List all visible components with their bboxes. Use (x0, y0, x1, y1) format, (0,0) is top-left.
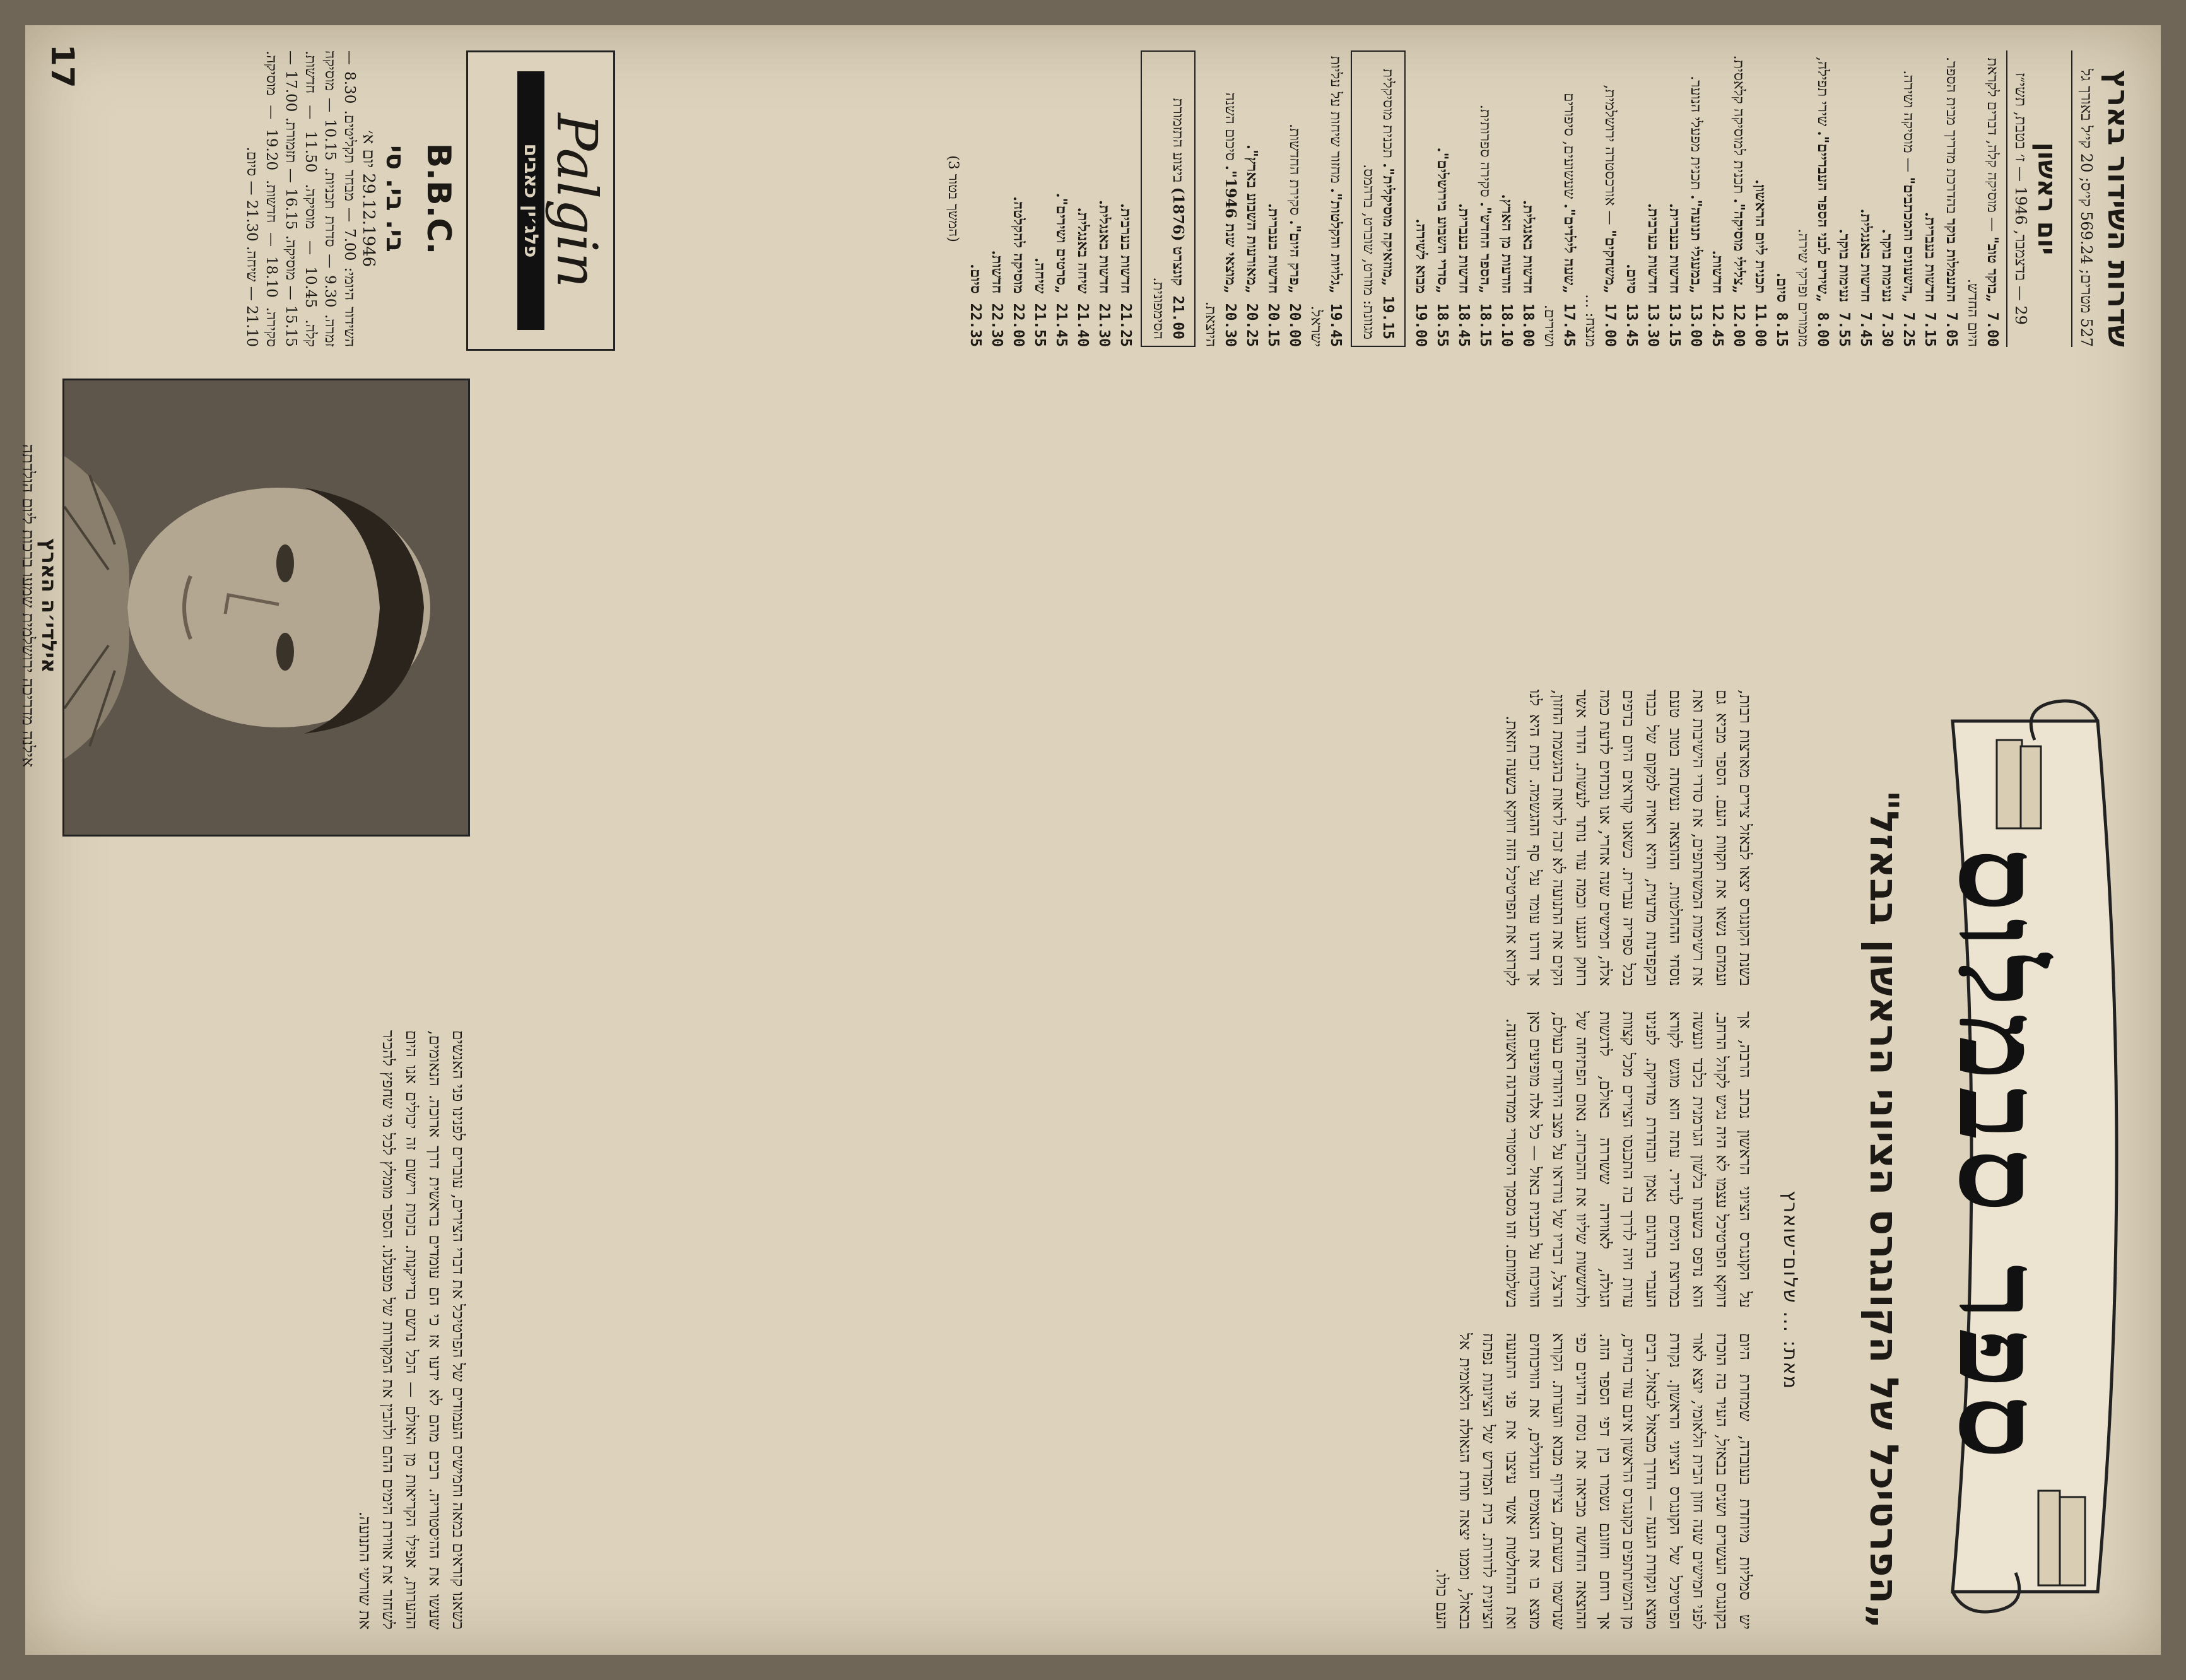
program-title: חדשות בערבית. (1117, 203, 1134, 294)
program-desc: תכנית מפעלי הנוער. (1688, 76, 1704, 191)
program-time: 18.45 (1455, 303, 1472, 347)
program-time: 21.45 (1053, 303, 1069, 347)
bbc-title: B.B.C. (420, 143, 457, 255)
program-time: 7.30 (1879, 312, 1895, 347)
program-entry (1432, 50, 1452, 347)
program-time: 22.35 (967, 303, 984, 347)
program-time: 22.30 (989, 303, 1005, 347)
program-title: סיום. (1773, 272, 1790, 303)
program-title: נעימות בוקר. (1836, 228, 1853, 303)
program-desc: מחזור שיחות על עליות ישראל. (1308, 56, 1344, 347)
program-entry (1539, 50, 1579, 347)
program-entry (965, 50, 985, 347)
program-title: התעמלות בוקר (1943, 218, 1960, 303)
program-time: 18.00 (1520, 303, 1536, 347)
program-time: 17.45 (1561, 303, 1577, 347)
program-title: „סרטים ושירים". (1053, 192, 1070, 294)
program-title: חדשות בעברית. (1922, 211, 1939, 303)
program-title: שיחה באנגלית. (1074, 207, 1091, 294)
program-entry (1793, 50, 1833, 347)
listings-day: יום ראשון (2032, 142, 2061, 256)
program-desc: סקירת החדשות. (1286, 123, 1303, 216)
article-column-1: יש סמליות מיוחדת בעובדה, שמחרת היום בקונגרס העשרים ושנים בבאזל, העיר בה הוכרז לפני חמישים שנה חזון הבית הלאומי, יוצא לאור הפרטיכל של הקונגרס הציוני הראשון. נקודת מוצא ונקודת הגעה — הדרך מבאזל לבאזל. רבים מן המשתתפים בקונגרס הראשון אינם עוד בחיים, אך רוחם וחזונם נשמרו בין דפי הספר הזה. ההוצאה החדשה מביאה את נוסח הדיונים כפי שנרשמו בשעתם, בצירוף מבוא והערות. הקורא מוצא בו את הנאומים הגדולים, את הוויכוחים ואת ההחלטות אשר עיצבו את פני התנועה הציונית לדורות. בית המדרש של הציונות נפתח בבאזל, וממנו יצאה תורת הגאולה הלאומית אל העם כולו. (1433, 1333, 1754, 1630)
program-time: 8.00 (1814, 312, 1831, 347)
program-list (1411, 50, 2002, 347)
program-title: „במעגלי תנועה". (1688, 194, 1705, 294)
program-entry (1115, 50, 1136, 347)
program-entry (1686, 50, 1706, 347)
program-entry (1772, 50, 1792, 347)
bbc-listings (242, 50, 457, 347)
program-time: 7.05 (1943, 312, 1960, 347)
newspaper-page (18, 25, 2161, 1655)
program-entry (1242, 50, 1262, 347)
program-title: חדשות באנגלית. (1857, 208, 1874, 303)
program-time: 21.25 (1117, 303, 1134, 347)
featured-program-box (1141, 50, 1196, 347)
program-title: „צלילי מוסיקה". (1731, 198, 1748, 294)
page-number: 17 (44, 44, 81, 88)
program-time: 21.40 (1074, 303, 1091, 347)
program-title: סיום. (967, 264, 984, 294)
program-time: 18.55 (1434, 303, 1450, 347)
program-list (1201, 50, 1346, 347)
program-time: 13.15 (1666, 303, 1683, 347)
program-time: 21.00 (1170, 295, 1186, 339)
program-time: 7.55 (1836, 312, 1852, 347)
palgin-tagline: פלג׳ין כאבים (517, 71, 544, 330)
featured-program-box (1351, 50, 1406, 347)
program-list (965, 50, 1136, 347)
program-desc: שעשועים, סיפורים ושירים. (1541, 93, 1577, 347)
program-time: 19.15 (1380, 295, 1396, 339)
program-desc: ביצוע התזמורת הסימפונית. (1150, 98, 1186, 339)
program-time: 8.15 (1773, 312, 1790, 347)
program-title: „פרק היום". (1286, 220, 1303, 294)
program-entry (1411, 50, 1431, 347)
program-title: נעימות בוקר. (1879, 228, 1896, 303)
program-entry (1094, 50, 1114, 347)
program-time: 12.00 (1731, 303, 1747, 347)
program-entry (1580, 50, 1620, 347)
program-entry (1008, 50, 1028, 347)
program-time: 18.15 (1477, 303, 1493, 347)
program-desc: — מוסיקה ושירה. (1900, 70, 1917, 172)
program-time: 20.00 (1286, 303, 1303, 347)
program-time: 21.55 (1031, 303, 1048, 347)
program-time: 20.30 (1222, 303, 1238, 347)
program-title: „שירים לבני הספר העבריים". (1814, 131, 1831, 303)
program-title: סיום. (1623, 264, 1640, 294)
program-entry (1030, 50, 1050, 347)
program-time: 17.00 (1602, 303, 1618, 347)
program-time: 7.00 (1984, 312, 2001, 347)
article-title: „הפרטיכל של הקונגרס הציוני הראשון בבאזל" (1861, 790, 1907, 1630)
program-desc: סקירה ספרותית. (1477, 104, 1493, 197)
article-byline: מאת: ... שלום־שוארץ (1779, 1190, 1801, 1390)
listings-date: 29 — בדצמבר, 1946 — ז׳ בטבת, תשי״ז (2012, 73, 2030, 325)
program-entry (1643, 50, 1663, 347)
program-entry (1834, 50, 1854, 347)
program-desc: — מוסיקה קלה, דברים לקראת היום החדש. (1965, 57, 2001, 347)
program-title: „משחקים" (1602, 230, 1619, 294)
portrait-illustration (64, 380, 468, 835)
listings-frequency: 527 מטרים; 569.24 קי׳ס; 20 קי׳ל באורך גל (2077, 69, 2095, 347)
program-time: 7.15 (1922, 312, 1938, 347)
program-entry (1898, 50, 1919, 347)
caption-text: אילנה מדריכה ירושלמית שמעו ברכות ליום הולדתה (18, 443, 37, 768)
program-time: 19.00 (1413, 303, 1429, 347)
program-time: 13.45 (1623, 303, 1640, 347)
program-title: חדשות בעברית. (1455, 203, 1472, 294)
program-time: 13.30 (1645, 303, 1661, 347)
program-entry (1475, 50, 1495, 347)
program-title: „מוצאי שנת 1946". (1222, 165, 1239, 294)
program-time: 11.00 (1752, 303, 1768, 347)
program-title: „שעה לילדים". (1561, 203, 1578, 294)
program-desc: תכנית מוסיקלית מגוונת: מוזרט, שוברט, ברהמס. (1360, 68, 1396, 339)
program-entry (987, 50, 1007, 347)
program-entry (1707, 50, 1727, 347)
program-entry (1621, 50, 1642, 347)
program-title: מוסיקה להקלטה. (1010, 196, 1027, 294)
palgin-advertisement (466, 50, 615, 351)
program-title: חדשות בעברית. (1666, 203, 1683, 294)
program-entry (1306, 50, 1346, 347)
program-title: חדשות באנגלית. (1096, 199, 1113, 294)
program-title: מבוא לשירה. (1413, 218, 1430, 294)
program-time: 7.45 (1857, 312, 1874, 347)
program-entry (1148, 58, 1188, 339)
listings-title: שדרות השידור בארץ (2101, 69, 2136, 347)
program-entry (1920, 50, 1940, 347)
photo-caption (17, 379, 60, 833)
program-desc: שירי תפילה, מזמורים ופרקי שירה. (1795, 56, 1831, 347)
bbc-schedule: השידור היומי: 7.00 — מבחר תקליטים. 8.30 — זמרה. 9.30 — סדרת תכניות. 10.15 — מוסיקה קלה. 10.45 — מוסיקה. 11.50 — חדשות. 15.15 — מוסיקה. 16.15 — תזמורת. 17.00 — סקירה. 18.10 — חדשות. 19.20 — מוסיקה. 21.10 — שיחה. 21.30 — סיום. (244, 50, 358, 348)
bbc-hebrew-title: בי. בי. סי (380, 145, 409, 252)
program-title: „גלויות והקלטות". (1327, 188, 1344, 294)
program-title: תכנית ליום הראשון. (1752, 179, 1769, 294)
program-entry (1518, 50, 1538, 347)
program-entry (1877, 50, 1897, 347)
program-entry (1496, 50, 1517, 347)
program-time: 20.25 (1243, 303, 1260, 347)
program-time: 12.45 (1709, 303, 1725, 347)
article-column-4: כשאנו קוראים במאה וחמישים העמודים של הפרטיכל את דברי הצירים, עוברים לפנינו פני האנשים שעשו את ההיסטוריה. רבים מהם לא ידעו אז כי הם עומדים בראשית דרך ארוכה. הנאומים, ההערות, אפילו הקריאות מן האולם — הכל נרשם בדייקנות. בזכות רישום זה יכולים אנו היום לשחזר את אווירת הימים ההם ולהבין את המקורות של מפעלנו. הספר מומלץ לכל מי שחפץ להכיר את שורשי התנועה. (356, 1030, 467, 1630)
program-entry (1201, 50, 1240, 347)
program-title: חדשות באנגלית. (1520, 199, 1537, 294)
program-time: 13.00 (1688, 303, 1704, 347)
program-title: „השעונים והמכתבים" (1900, 177, 1917, 303)
program-desc: תכנית למוסיקה קלאסית. (1731, 55, 1747, 194)
program-entry (1963, 50, 2002, 347)
program-time: 20.15 (1265, 303, 1281, 347)
program-time: 18.10 (1498, 303, 1515, 347)
program-title: „מאורעות השבוע בארץ". (1243, 144, 1260, 294)
article-column-3: בשנת הקונגרס יצאו לבאזל צירים מארצות רבות, ועמהם נשאו את תקוות העם. הספר מביא גם את רשימות המשתתפים, את סדרי הישיבות ואת נוסחי ההחלטות. ההוצאה נעשתה בטוב טעם ובקפדנות מדעית, והיא ראויה למקום של כבוד בכל ספריה עברית. כשאנו קוראים היום בדפים אלה, חמישים שנה אחרי, אנו נוכחים לדעת כמה רחוק הגענו וכמה עוד נותר לעשות. הדור אשר הקים את התנועה לא זכה לראות בהגשמת החזון, אך דורנו עומד על סף ההגשמה. זכות היא לנו לקרוא את הפרטיכל הזה דווקא בשעה הזאת. (1503, 690, 1754, 986)
program-title: „מוזאיקה מוסיקלית". (1380, 163, 1397, 286)
program-desc: סיכום השנה היוצאת. (1202, 92, 1238, 347)
program-title: חדשות בעברית. (1265, 203, 1282, 294)
program-entry (1358, 58, 1398, 339)
program-entry (1729, 50, 1749, 347)
program-title: חדשות. (989, 250, 1006, 294)
program-title: שיחה. (1031, 257, 1049, 294)
program-entry (1051, 50, 1071, 347)
article-column-2: על הקונגרס הציוני הראשון נכתב הרבה, אך דווקא הפרטיכל עצמו לא היה נגיש לקהל הרחב. הוא נדפס בשעתו בלשון הגרמנית בלבד ונעשה במרוצת הימים לנדיר. עתה הוא מוגש לקורא העברי בתרגום נאמן ובהדרת מדויקת. לפנינו עדות חיה לדרך בה התכנסו הצירים מכל קצוות הגולה, לאווירה ששררה באולם, לרגשות ולחששות שליוו את ההכרזה. נאום הפתיחה של הרצל, דבריו של נורדאו על מצב היהודים בעולם, הוויכוח על תכנית באזל — כל אלה מופיעים כאן בשלמותם. זהו מסמך היסטורי ממדרגה ראשונה. (1503, 1011, 1754, 1308)
program-entry (1941, 50, 1961, 347)
program-entry (1072, 50, 1093, 347)
caption-name: אילדי׳ה הארץ (37, 538, 61, 673)
program-desc: בהדרכת מדריך מבית הספר. (1943, 56, 1960, 214)
program-title: „הספר החדש". (1477, 201, 1494, 294)
program-title: חדשות בערבית. (1645, 203, 1662, 294)
program-time: 19.45 (1327, 303, 1344, 347)
program-time: 7.25 (1900, 312, 1917, 347)
program-entry (1750, 50, 1770, 347)
program-desc: — אורכסטרה ירושלמית, מנצח: ... (1582, 85, 1618, 347)
program-time: 22.00 (1010, 303, 1026, 347)
program-entry (1855, 50, 1876, 347)
program-entry (1454, 50, 1474, 347)
program-title: הודעות מן הארץ. (1498, 194, 1515, 294)
program-entry (1263, 50, 1283, 347)
portrait-photo (62, 379, 470, 837)
program-title: „בוקר טוב" (1984, 236, 2001, 303)
program-title: קונצרט (1876) (1170, 187, 1187, 286)
program-title: חדשות. (1709, 250, 1726, 294)
program-time: 21.30 (1096, 303, 1112, 347)
palgin-logo: Palgin (544, 113, 609, 288)
book-section-banner (1915, 683, 2142, 1630)
bbc-date: 29.12.1946 יום א׳ (359, 130, 378, 267)
banner-title: ספר סבמלוס (1933, 847, 2066, 1466)
program-title: „סדרי השבוע בירושלים". (1434, 147, 1451, 294)
program-entry (1664, 50, 1684, 347)
continued-note: (המשך בטור 3) (945, 155, 961, 242)
program-entry (1284, 50, 1305, 347)
